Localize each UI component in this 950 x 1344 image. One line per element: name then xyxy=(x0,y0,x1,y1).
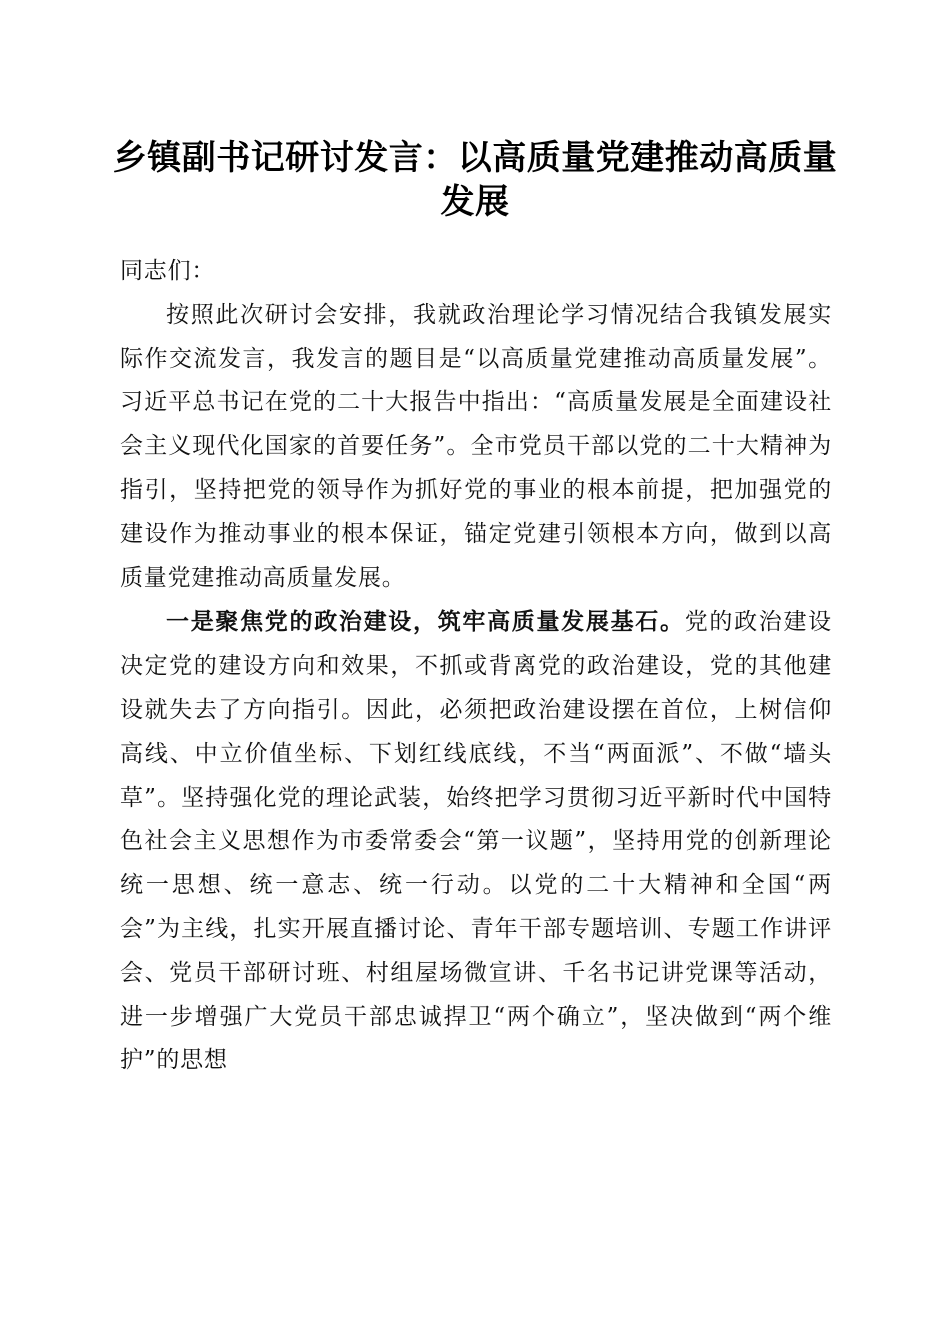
document-title: 乡镇副书记研讨发言：以高质量党建推动高质量发展 xyxy=(112,138,838,222)
paragraph-text: 党的政治建设决定党的建设方向和效果，不抓或背离党的政治建设，党的其他建设就失去了方向指引。因此，必须把政治建设摆在首位，上树信仰高线、中立价值坐标、下划红线底线，不当“两面派”、不做“墙头草”。坚持强化党的理论武装，始终把学习贯彻习近平新时代中国特色社会主义思想作为市委常委会“第一议题”，坚持用党的创新理论统一思想、统一意志、统一行动。以党的二十大精神和全国“两会”为主线，扎实开展直播讨论、青年干部专题培训、专题工作讲评会、党员干部研讨班、村组屋场微宣讲、千名书记讲党课等活动，进一步增强广大党员干部忠诚捍卫“两个确立”，坚决做到“两个维护”的思想 xyxy=(120,609,832,1074)
document-body xyxy=(120,250,832,1083)
paragraph-intro xyxy=(120,294,832,601)
paragraph-text: 按照此次研讨会安排，我就政治理论学习情况结合我镇发展实际作交流发言，我发言的题目是“以高质量党建推动高质量发展”。习近平总书记在党的二十大报告中指出：“高质量发展是全面建设社会主义现代化国家的首要任务”。全市党员干部以党的二十大精神为指引，坚持把党的领导作为抓好党的事业的根本前提，把加强党的建设作为推动事业的根本保证，锚定党建引领根本方向，做到以高质量党建推动高质量发展。 xyxy=(120,301,832,591)
paragraph-lead-heading: 一是聚焦党的政治建设，筑牢高质量发展基石。 xyxy=(166,608,685,636)
paragraph-point-one xyxy=(120,600,832,1083)
salutation: 同志们： xyxy=(120,258,216,284)
